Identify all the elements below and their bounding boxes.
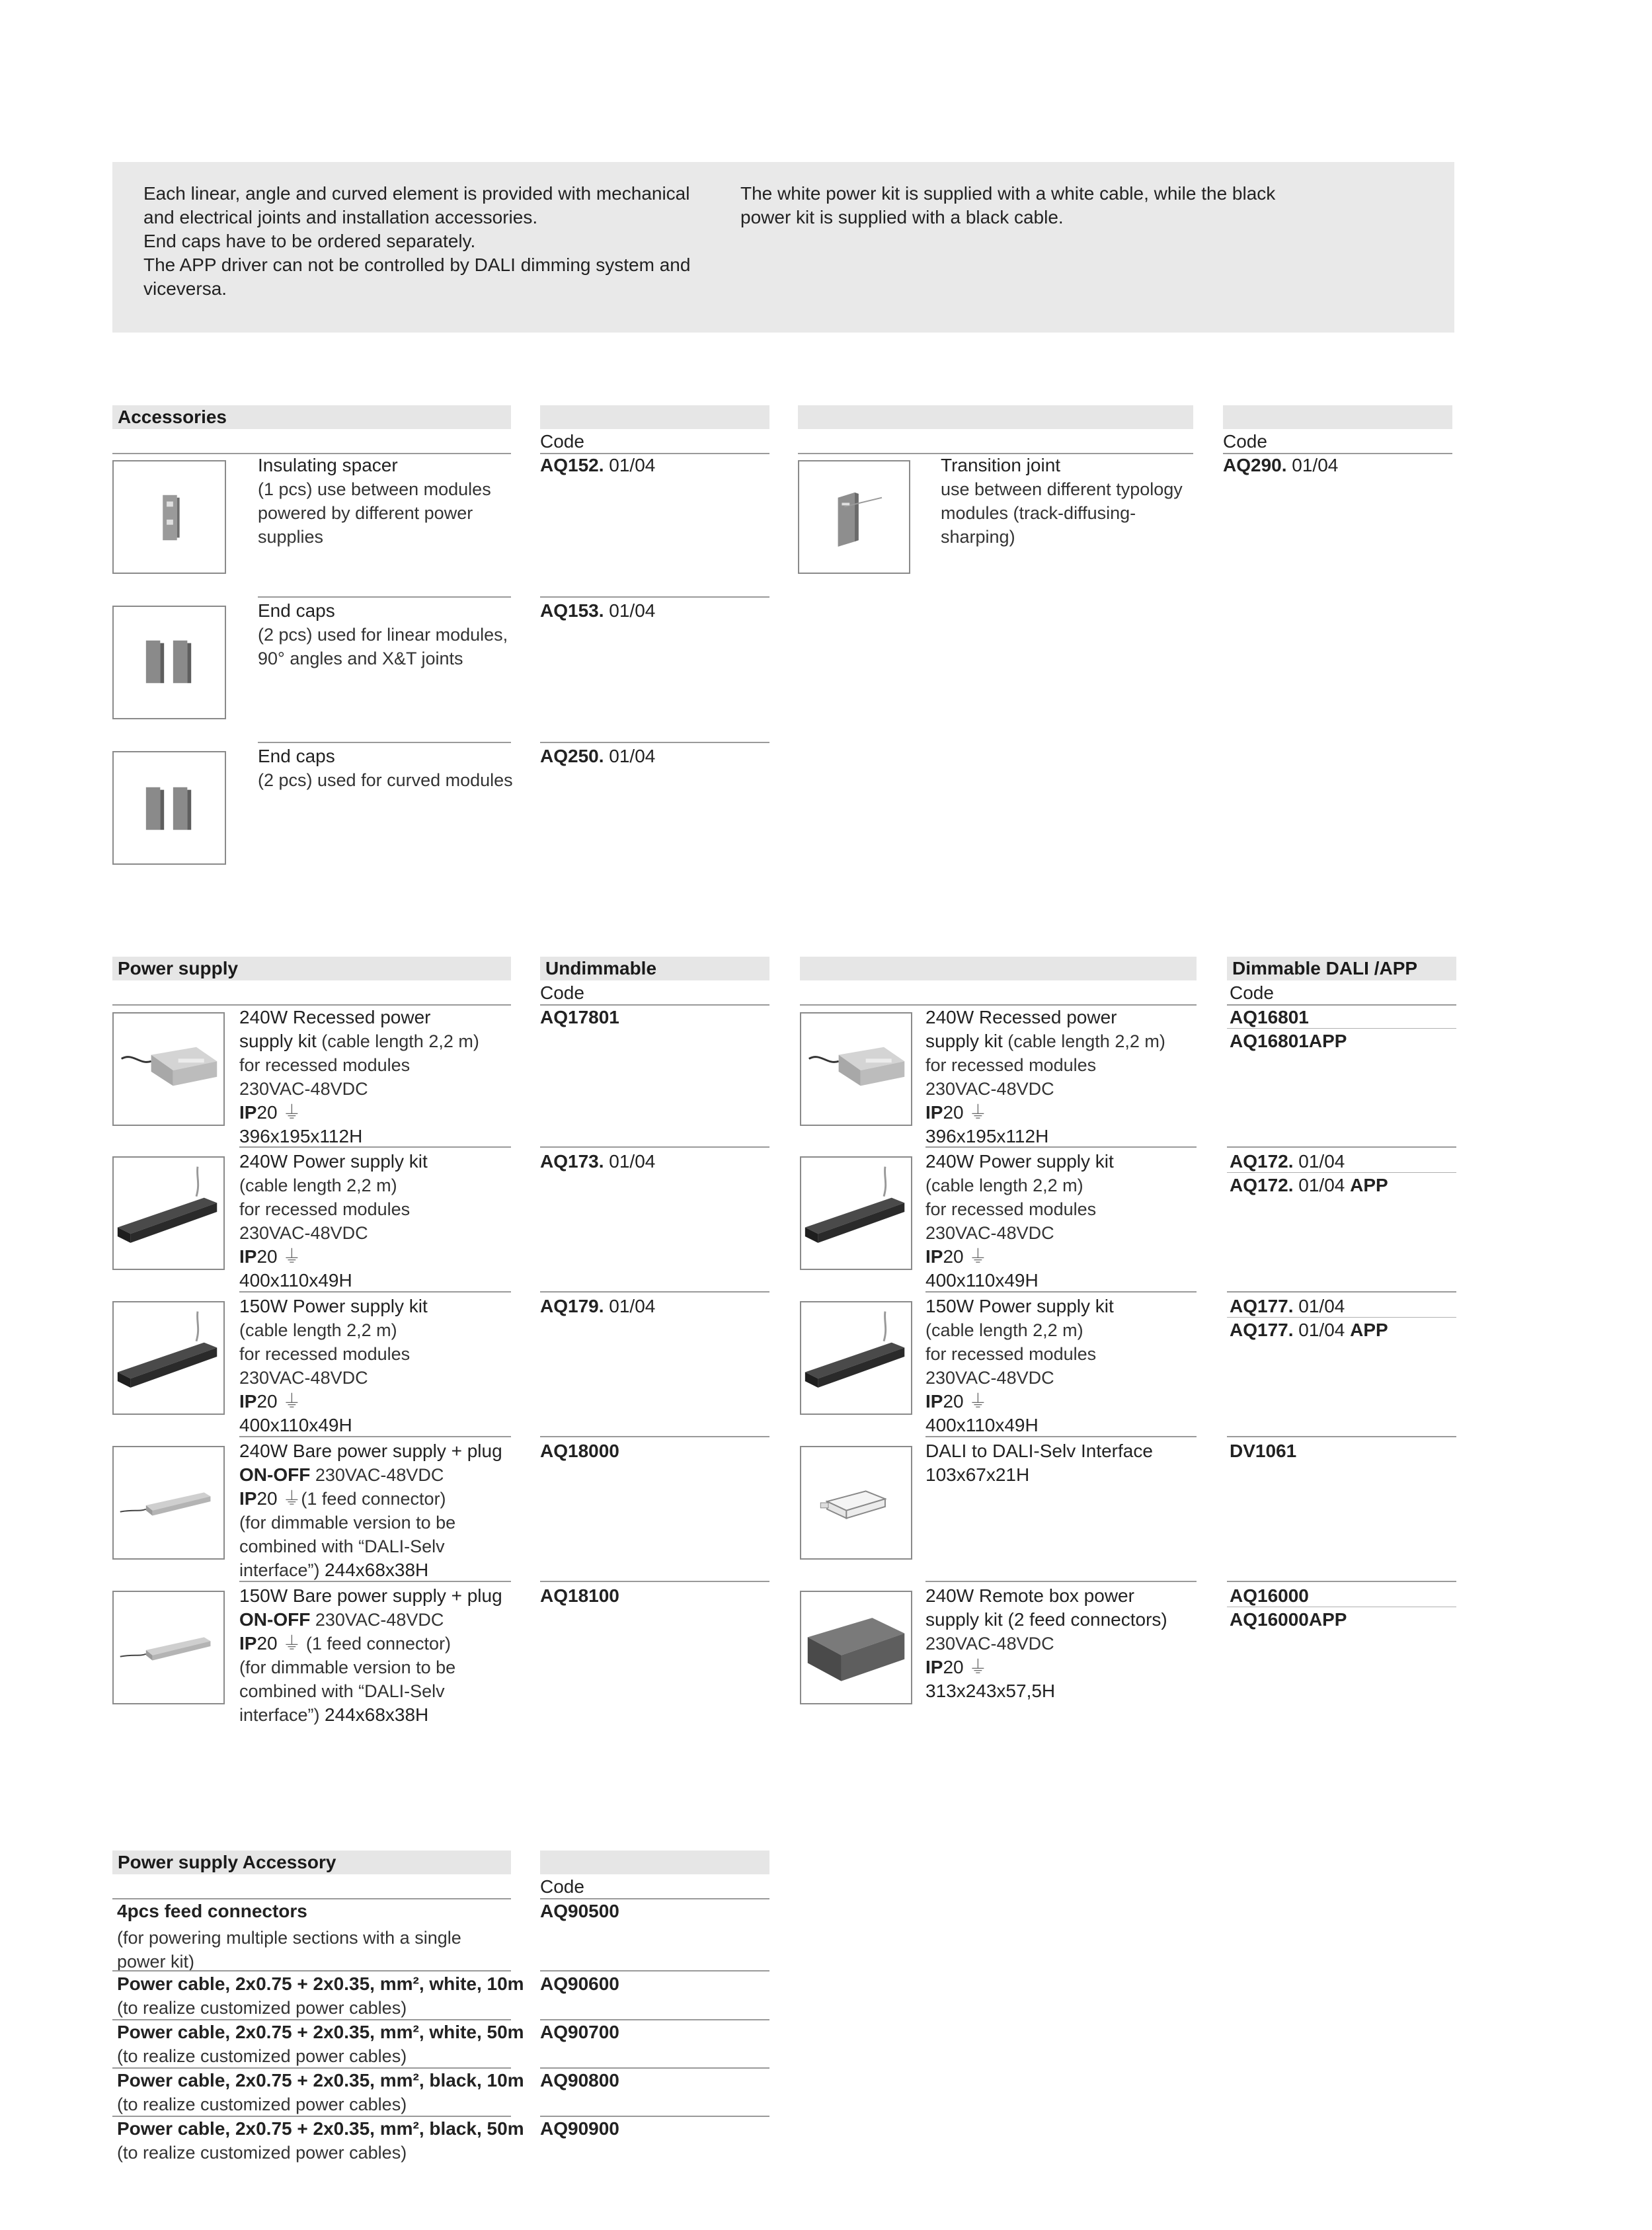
ip-value: 20 [943,1391,964,1412]
dimensions: 400x110x49H [925,1270,1039,1291]
power-kit-icon [114,1302,223,1414]
power-kit-line [239,1463,444,1487]
dimensions [239,1703,428,1727]
code-value: AQ250. [540,746,604,766]
divider [1227,1146,1456,1148]
psa-item-name: Power cable, 2x0.75 + 2x0.35, mm², black, 10m [117,2070,524,2091]
power-kit-title: 240W Power supply kit [925,1151,1114,1172]
feed-connector-note: (1 feed connector) [301,1634,452,1653]
interface-note: interface”) [239,1705,325,1725]
power-kit-line: for recessed modules [925,1199,1097,1219]
endcaps-icon [114,752,225,863]
bare-power-supply-icon [114,1447,223,1558]
ground-icon: ⏚ [282,1391,301,1412]
ip-rating [925,1101,987,1125]
accessory-desc: (2 pcs) used for curved modules [258,770,513,790]
accessories-header-right [798,405,1193,429]
power-kit-title: 240W Recessed power [925,1007,1117,1027]
ip-label: IP [239,1102,257,1123]
power-kit-line [925,1029,1165,1053]
bare-power-supply-image [112,1591,225,1704]
bare-power-supply-image [112,1446,225,1560]
code-value: AQ173. [540,1151,604,1172]
ip-value: 20 [943,1657,964,1677]
ground-icon: ⏚ [282,1488,301,1509]
accessory-code [540,744,655,768]
psa-item-name: Power cable, 2x0.75 + 2x0.35, mm², white, 50m [117,2022,524,2042]
divider [1227,1172,1456,1173]
dims-value: 244x68x38H [325,1560,429,1580]
transition-joint-image [798,460,910,574]
kit-label: supply kit [239,1031,317,1051]
product-code [540,1150,655,1174]
divider [925,1291,1197,1293]
app-label: APP [1350,1175,1388,1195]
ip-rating [239,1390,301,1414]
spacer-icon [114,461,225,573]
product-code: AQ18100 [540,1585,619,1606]
dimmable-title: Dimmable DALI /APP [1232,958,1418,978]
divider [540,1291,769,1293]
ip-rating [925,1245,987,1269]
accessory-name: Transition joint [941,455,1061,475]
power-kit-line: 230VAC-48VDC [925,1079,1054,1099]
code-header: Code [1230,982,1274,1003]
ground-icon: ⏚ [282,1102,301,1123]
divider [540,1581,769,1582]
cable-length: (cable length 2,2 m) [925,1175,1083,1195]
accessory-name: End caps [258,746,335,766]
kit-label: supply kit [925,1031,1003,1051]
intro-note-left: Each linear, angle and curved element is provided with mechanical and electrical joints and installation accessories. End caps have to be ordered separately. The APP driver can not be controlled by DALI dimming system and viceversa. [143,183,691,299]
code-suffix: 01/04 [1286,455,1339,475]
divider [258,742,511,743]
code-suffix: 01/04 [1293,1320,1351,1340]
code-value: AQ152. [540,455,604,475]
power-supply-header [112,957,511,980]
ip-label: IP [925,1657,943,1677]
divider [239,1291,511,1293]
ip-rating [239,1101,301,1125]
ip-value: 20 [943,1246,964,1267]
psa-item-desc: (to realize customized power cables) [117,1998,407,2018]
code-suffix: 01/04 [604,455,656,475]
power-kit-line: for recessed modules [925,1344,1097,1364]
divider [925,1146,1197,1148]
ip-rating [925,1655,987,1679]
power-kit-line: 230VAC-48VDC [239,1368,368,1388]
interface-note: interface”) [239,1560,325,1580]
dims-value: 244x68x38H [325,1704,429,1725]
power-kit-line: for recessed modules [239,1199,411,1219]
accessories-title: Accessories [118,407,227,427]
ip-label: IP [239,1488,257,1509]
on-off-label: ON-OFF [239,1464,311,1485]
divider [258,596,511,598]
power-supply-title: Power supply [118,958,239,978]
psa-item-desc: (to realize customized power cables) [117,2143,407,2163]
on-off-label: ON-OFF [239,1609,311,1630]
psa-header [112,1851,511,1874]
code-value: AQ172. [1230,1151,1294,1172]
recessed-kit-image [800,1012,912,1126]
divider [540,742,769,743]
divider [1227,1581,1456,1582]
power-kit-line: combined with “DALI-Selv [239,1681,445,1701]
power-kit-image [800,1301,912,1415]
power-kit-title: 150W Bare power supply + plug [239,1585,502,1606]
power-kit-title: 240W Bare power supply + plug [239,1441,502,1461]
recessed-kit-icon [114,1014,223,1125]
ground-icon: ⏚ [968,1391,988,1412]
ip-value: 20 [256,1102,278,1123]
ip-rating [239,1487,446,1511]
divider [925,1436,1197,1437]
power-kit-title: 240W Power supply kit [239,1151,428,1172]
power-kit-line: 230VAC-48VDC [239,1079,368,1099]
power-kit-title: 150W Power supply kit [925,1296,1114,1316]
feed-connector-note: (1 feed connector) [301,1489,446,1509]
power-kit-line: for recessed modules [239,1344,411,1364]
power-supply-header-right [800,957,1197,980]
code-suffix: 01/04 [1293,1151,1345,1172]
product-code: AQ90700 [540,2022,619,2042]
ground-icon: ⏚ [282,1246,301,1267]
power-kit-line: 230VAC-48VDC [925,1634,1054,1653]
power-kit-title: 150W Power supply kit [239,1296,428,1316]
product-code [1230,1318,1388,1342]
divider [540,596,769,598]
psa-code-band [540,1851,769,1874]
code-value: AQ153. [540,600,604,621]
product-code: AQ90900 [540,2118,619,2139]
power-kit-line: combined with “DALI-Selv [239,1536,445,1556]
power-kit-image [112,1156,225,1270]
power-kit-line: 230VAC-48VDC [239,1223,368,1243]
accessories-code-header: Code [540,431,584,452]
code-suffix: 01/04 [604,600,656,621]
divider [1227,1291,1456,1293]
recessed-kit-icon [801,1014,911,1125]
end-caps-image [112,606,226,719]
remote-box-image [800,1591,912,1704]
code-header: Code [540,1876,584,1897]
psa-item-desc: (to realize customized power cables) [117,2046,407,2066]
ip-rating [239,1245,301,1269]
code-value: AQ177. [1230,1296,1294,1316]
product-code [1230,1150,1345,1174]
product-code: AQ17801 [540,1007,619,1027]
ground-icon: ⏚ [968,1657,988,1677]
power-kit-image [112,1301,225,1415]
code-header: Code [540,982,584,1003]
app-label: APP [1350,1320,1388,1340]
bare-power-supply-icon [114,1592,223,1703]
ip-label: IP [925,1391,943,1412]
code-value: AQ172. [1230,1175,1294,1195]
divider [239,1436,511,1437]
code-suffix: 01/04 [604,1296,656,1316]
accessories-code-band-right [1223,405,1452,429]
power-kit-icon [801,1302,911,1414]
dimensions: 400x110x49H [239,1270,352,1291]
ip-label: IP [239,1633,257,1653]
ground-icon: ⏚ [968,1102,988,1123]
power-kit-line: supply kit (2 feed connectors) [925,1609,1167,1630]
accessory-code [540,454,655,477]
psa-item-desc: (to realize customized power cables) [117,2094,407,2114]
dimensions: 400x110x49H [925,1415,1039,1435]
dimmable-band [1227,957,1456,980]
dimensions: 400x110x49H [239,1415,352,1435]
accessories-code-band [540,405,769,429]
voltage: 230VAC-48VDC [310,1465,444,1485]
power-kit-line: for recessed modules [925,1055,1097,1075]
dali-interface-image [800,1446,912,1560]
accessory-desc: use between different typology modules (track-diffusing- sharping) [941,479,1183,547]
code-value: AQ290. [1223,455,1287,475]
ground-icon: ⏚ [282,1633,301,1653]
voltage: 230VAC-48VDC [310,1610,444,1630]
cable-length: (cable length 2,2 m) [1002,1031,1165,1051]
accessory-desc: (2 pcs) used for linear modules, 90° angles and X&T joints [258,625,508,668]
ip-value: 20 [256,1391,278,1412]
dimensions [239,1558,428,1582]
divider [1227,1317,1456,1318]
ip-label: IP [925,1102,943,1123]
product-code: DV1061 [1230,1441,1297,1461]
code-suffix: 01/04 [1293,1296,1345,1316]
ip-rating [925,1390,987,1414]
cable-length: (cable length 2,2 m) [239,1175,397,1195]
product-code: AQ18000 [540,1441,619,1461]
power-kit-title: 240W Remote box power [925,1585,1134,1606]
divider [540,1970,769,1971]
transition-joint-icon [799,461,909,573]
power-kit-icon [114,1158,223,1269]
power-kit-line [239,1608,444,1632]
psa-item-name: Power cable, 2x0.75 + 2x0.35, mm², black, 50m [117,2118,524,2139]
remote-box-icon [801,1592,911,1703]
power-kit-line: (for dimmable version to be [239,1513,456,1533]
divider [239,1146,511,1148]
power-kit-title: DALI to DALI-Selv Interface [925,1441,1153,1461]
undimmable-title: Undimmable [545,958,657,978]
psa-title: Power supply Accessory [118,1852,336,1872]
power-kit-line: 230VAC-48VDC [925,1368,1054,1388]
code-value: AQ177. [1230,1320,1294,1340]
product-code: AQ90600 [540,1973,619,1994]
dali-interface-icon [801,1447,911,1558]
power-kit-icon [801,1158,911,1269]
product-code: AQ90500 [540,1901,619,1921]
product-code: AQ16000 [1230,1585,1309,1606]
accessory-code [1223,454,1338,477]
dimensions: 396x195x112H [925,1126,1049,1146]
accessory-name: Insulating spacer [258,455,398,475]
product-code: AQ16801 [1230,1007,1309,1027]
code-suffix: 01/04 [604,1151,656,1172]
product-code [1230,1174,1388,1197]
power-kit-line: (for dimmable version to be [239,1657,456,1677]
dimensions: 103x67x21H [925,1464,1030,1485]
divider [540,1436,769,1437]
accessories-code-header-right: Code [1223,431,1267,452]
product-code [540,1294,655,1318]
power-kit-line: for recessed modules [239,1055,411,1075]
power-kit-title: 240W Recessed power [239,1007,431,1027]
psa-item-name: 4pcs feed connectors [117,1901,307,1921]
dimensions: 396x195x112H [239,1126,363,1146]
ip-value: 20 [256,1488,278,1509]
power-kit-line: 230VAC-48VDC [925,1223,1054,1243]
dimensions: 313x243x57,5H [925,1681,1056,1701]
accessory-desc: (1 pcs) use between modules powered by different power supplies [258,479,491,547]
cable-length: (cable length 2,2 m) [925,1320,1083,1340]
divider [925,1581,1197,1582]
divider [540,1146,769,1148]
end-caps-curved-image [112,751,226,865]
code-value: AQ179. [540,1296,604,1316]
cable-length: (cable length 2,2 m) [316,1031,479,1051]
divider [239,1581,511,1582]
power-kit-image [800,1156,912,1270]
product-code [1230,1294,1345,1318]
ip-value: 20 [256,1633,278,1653]
endcaps-icon [114,607,225,718]
insulating-spacer-image [112,460,226,574]
psa-item-desc: (for powering multiple sections with a single power kit) [117,1928,461,1971]
psa-item-name: Power cable, 2x0.75 + 2x0.35, mm², white, 10m [117,1973,524,1994]
ip-label: IP [239,1246,257,1267]
ground-icon: ⏚ [968,1246,988,1267]
ip-value: 20 [256,1246,278,1267]
ip-label: IP [239,1391,257,1412]
divider [1227,1028,1456,1029]
accessory-code [540,599,655,623]
ip-rating [239,1632,451,1655]
accessory-name: End caps [258,600,335,621]
cable-length: (cable length 2,2 m) [239,1320,397,1340]
code-suffix: 01/04 [1293,1175,1351,1195]
divider [112,1970,511,1971]
product-code: AQ16000APP [1230,1609,1347,1630]
product-code: AQ90800 [540,2070,619,2091]
ip-label: IP [925,1246,943,1267]
code-suffix: 01/04 [604,746,656,766]
accessories-header [112,405,511,429]
ip-value: 20 [943,1102,964,1123]
divider [1227,1436,1456,1437]
intro-note-right: The white power kit is supplied with a white cable, while the black power kit is supplied with a black cable. [740,183,1276,227]
power-kit-line [239,1029,479,1053]
product-code: AQ16801APP [1230,1031,1347,1051]
undimmable-band [540,957,769,980]
recessed-kit-image [112,1012,225,1126]
